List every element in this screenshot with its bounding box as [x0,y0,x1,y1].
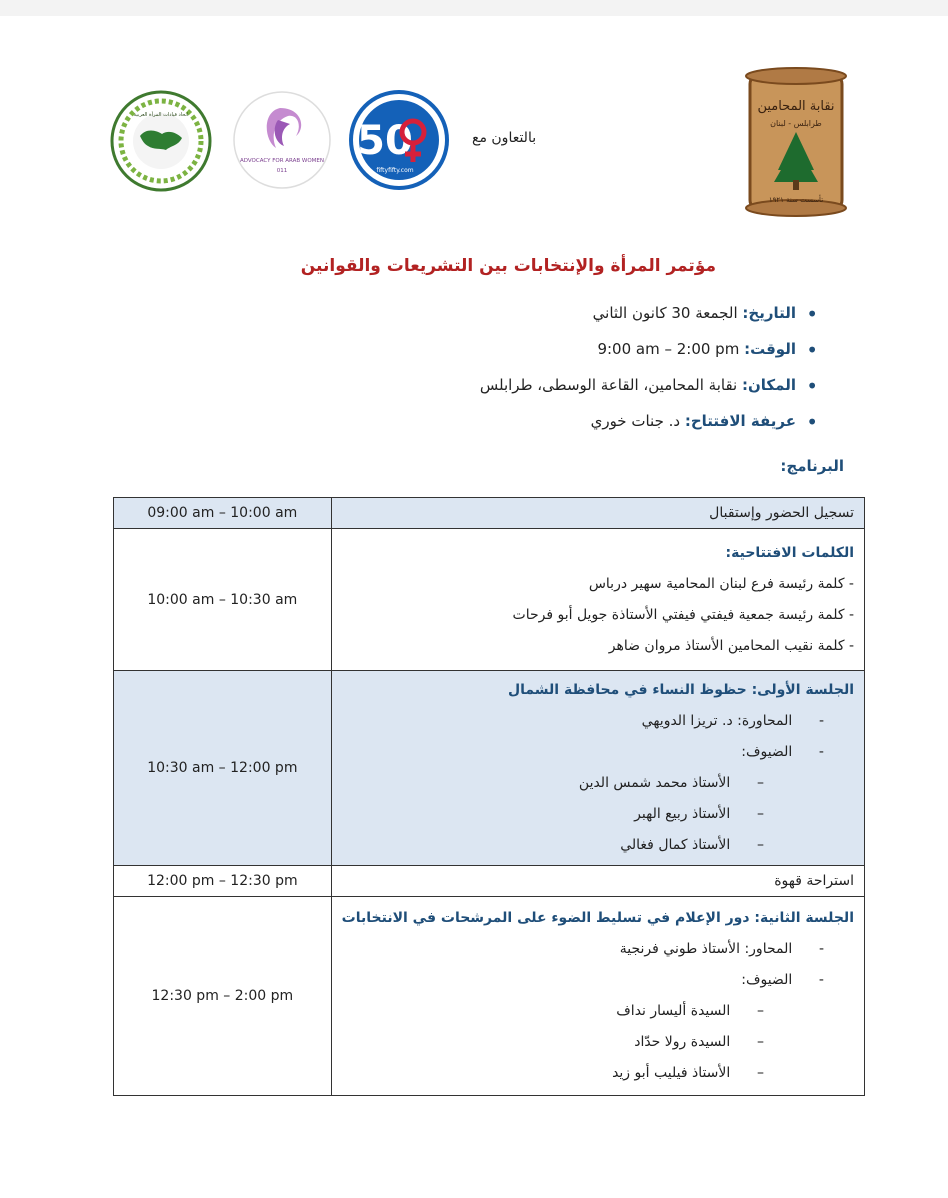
advocacy-arab-women-logo [232,90,332,190]
info-date-value: الجمعة 30 كانون الثاني [592,304,738,322]
fifty-fifty-logo [347,88,451,192]
logo-arab-name: اتحاد قيادات المرأة العربية [133,112,189,118]
logo-advocacy-code: 011 [276,168,288,174]
event-info-list [480,304,818,448]
logo-advocacy-name: ADVOCACY FOR ARAB WOMEN [239,158,325,164]
row-coffee-desc: استراحة قهوة [331,866,864,897]
row-session2-desc [331,897,864,1096]
session2-guests-label: - الضيوف: [741,972,824,988]
page-title: مؤتمر المرأة والإنتخابات بين التشريعات والقوانين [300,256,716,276]
info-host-label: عريفة الافتتاح: [684,412,796,430]
opening-line: - كلمة رئيسة جمعية فيفتي فيفتي الأستاذة جويل أبو فرحات [512,606,854,623]
row-opening-time: 10:00 am – 10:30 am [114,529,332,671]
session1-moderator: - المحاورة: د. تريزا الدويهي [641,713,824,729]
info-host [480,412,818,448]
session1-guest: – الأستاذ محمد شمس الدين [578,775,764,791]
opening-line: - كلمة رئيسة فرع لبنان المحامية سهير درباس [588,575,854,592]
opening-title: الكلمات الافتتاحية: [725,544,854,561]
session2-guest: – السيدة أليسار نداف [616,1003,764,1019]
logo-50-number: 50 [357,118,413,164]
session1-guest: – الأستاذ كمال فغالي [620,837,764,853]
bar-association-logo [740,66,852,218]
row-session1-desc [331,671,864,866]
document-page [0,16,948,1198]
row-session1-time: 10:30 am – 12:00 pm [114,671,332,866]
logo-50-site: fiftyfifty.com [376,167,414,174]
program-label: البرنامج: [780,457,844,475]
row-registration-desc: تسجيل الحضور وإستقبال [331,498,864,529]
row-opening-desc [331,529,864,671]
table-row [114,529,865,671]
session2-title: الجلسة الثانية: دور الإعلام في تسليط الضوء على المرشحات في الانتخابات [341,910,854,926]
info-host-value: د. جنات خوري [590,412,681,430]
session2-guest: – السيدة رولا حدّاد [634,1034,764,1050]
table-row [114,866,865,897]
session1-guest: – الأستاذ ربيع الهبر [634,806,764,822]
session2-guest: – الأستاذ فيليب أبو زيد [612,1065,764,1081]
session2-moderator: - المحاور: الأستاذ طوني فرنجية [619,941,824,957]
info-location-label: المكان: [742,376,796,394]
info-time-label: الوقت: [744,340,796,358]
info-time [480,340,818,376]
session1-title: الجلسة الأولى: حظوظ النساء في محافظة الشمال [508,682,854,698]
info-location [480,376,818,412]
row-coffee-time: 12:00 pm – 12:30 pm [114,866,332,897]
table-row [114,498,865,529]
arab-women-union-logo [110,90,212,192]
schedule-table [113,497,865,1096]
row-registration-time: 09:00 am – 10:00 am [114,498,332,529]
info-date-label: التاريخ: [742,304,796,322]
table-row [114,671,865,866]
info-time-value: 9:00 am – 2:00 pm [597,340,740,358]
session1-guests-label: - الضيوف: [741,744,824,760]
logo-bar-title: نقابة المحامين [757,99,835,114]
info-location-value: نقابة المحامين، القاعة الوسطى، طرابلس [479,376,738,394]
row-session2-time: 12:30 pm – 2:00 pm [114,897,332,1096]
logo-bar-est: تأسست سنة ١٩٢١ [768,196,824,204]
cooperation-label: بالتعاون مع [472,130,537,146]
info-date [480,304,818,340]
logo-bar-subtitle: طرابلس - لبنان [770,119,822,128]
table-row [114,897,865,1096]
opening-line: - كلمة نقيب المحامين الأستاذ مروان ضاهر [608,637,854,654]
